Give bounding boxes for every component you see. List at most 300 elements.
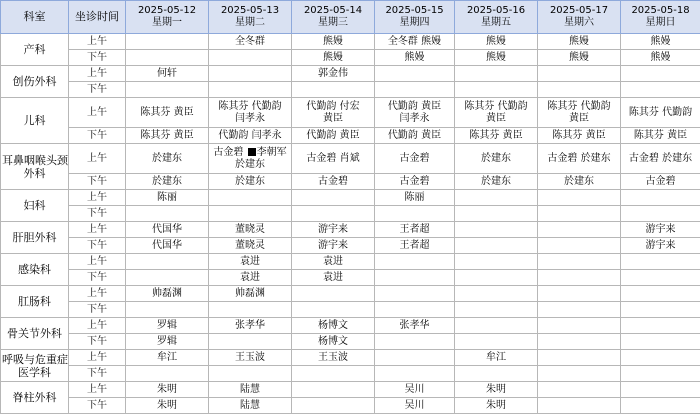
department-name: 骨关节外科 [2, 327, 67, 340]
doctor-names: 熊嫚 [622, 36, 699, 48]
doctor-cell [538, 270, 621, 286]
doctor-names: 游宇来 [622, 224, 699, 236]
table-row [1, 206, 700, 222]
period-cell: 下午 [69, 128, 126, 144]
doctor-cell [209, 222, 292, 238]
doctor-cell [209, 206, 292, 222]
doctor-names: 古金碧 於建东 [622, 153, 699, 165]
doctor-cell [375, 82, 455, 98]
doctor-names: 游宇来 [622, 240, 699, 252]
doctor-cell [538, 144, 621, 174]
doctor-names: 於建东 [539, 176, 619, 188]
doctor-cell [538, 66, 621, 82]
doctor-cell [209, 366, 292, 382]
doctor-cell [292, 66, 375, 82]
doctor-cell [455, 302, 538, 318]
doctor-cell [621, 366, 700, 382]
doctor-cell [375, 206, 455, 222]
table-row [1, 174, 700, 190]
doctor-cell [375, 98, 455, 128]
day-date: 2025-05-17 [539, 5, 619, 17]
header-row [1, 1, 700, 34]
table-row [1, 50, 700, 66]
doctor-cell [621, 318, 700, 334]
doctor-names: 熊嫚 [456, 52, 536, 64]
doctor-names: 古金碧 [376, 153, 453, 165]
table-row [1, 382, 700, 398]
day-column-header [455, 1, 538, 34]
period-cell: 下午 [69, 366, 126, 382]
doctor-names: 熊嫚 [293, 52, 373, 64]
doctor-cell [209, 270, 292, 286]
doctor-cell [375, 382, 455, 398]
period-cell: 下午 [69, 270, 126, 286]
day-weekday: 星期四 [376, 17, 453, 29]
doctor-names: 张孝华 [376, 320, 453, 332]
doctor-names: 董晓灵 [210, 240, 290, 252]
doctor-names: 全冬群 [210, 36, 290, 48]
doctor-cell [455, 128, 538, 144]
doctor-cell [126, 66, 209, 82]
day-date: 2025-05-15 [376, 5, 453, 17]
doctor-names: 陈其芬 黄臣 [127, 130, 207, 142]
doctor-names: 牟江 [127, 352, 207, 364]
doctor-cell [292, 350, 375, 366]
doctor-cell [538, 318, 621, 334]
department-name: 肛肠科 [2, 295, 67, 308]
day-date: 2025-05-12 [127, 5, 207, 17]
doctor-names: 陈其芬 黄臣 [622, 130, 699, 142]
table-row [1, 302, 700, 318]
day-column-header [209, 1, 292, 34]
doctor-names: 袁进 [293, 256, 373, 268]
doctor-names: 於建东 [456, 176, 536, 188]
department-cell [1, 190, 69, 222]
doctor-cell [455, 366, 538, 382]
department-name: 脊柱外科 [2, 391, 67, 404]
department-cell [1, 144, 69, 190]
day-column-header [292, 1, 375, 34]
doctor-cell [538, 98, 621, 128]
doctor-cell [209, 302, 292, 318]
schedule-header [1, 1, 700, 34]
day-weekday: 星期六 [539, 17, 619, 29]
doctor-names: 陈其芬 代勤韵 [210, 101, 290, 113]
doctor-cell [126, 34, 209, 50]
table-row [1, 144, 700, 174]
department-name: 外科 [2, 167, 67, 180]
period-cell: 上午 [69, 350, 126, 366]
doctor-names: 帅磊渊 [127, 288, 207, 300]
department-name: 医学科 [2, 366, 67, 379]
doctor-cell [538, 334, 621, 350]
doctor-names: 陈丽 [127, 192, 207, 204]
doctor-cell [209, 190, 292, 206]
doctor-names: 袁进 [293, 272, 373, 284]
doctor-cell [621, 174, 700, 190]
doctor-cell [375, 270, 455, 286]
doctor-cell [621, 238, 700, 254]
doctor-names: 袁进 [210, 256, 290, 268]
doctor-cell [375, 66, 455, 82]
doctor-cell [621, 222, 700, 238]
doctor-cell [455, 286, 538, 302]
doctor-cell [292, 382, 375, 398]
doctor-cell [126, 382, 209, 398]
doctor-cell [126, 144, 209, 174]
doctor-names: 代国华 [127, 240, 207, 252]
doctor-names: 袁进 [210, 272, 290, 284]
doctor-names: 陈丽 [376, 192, 453, 204]
doctor-cell [292, 238, 375, 254]
doctor-cell [455, 190, 538, 206]
doctor-cell [292, 98, 375, 128]
doctor-names: 於建东 [210, 159, 290, 171]
department-cell [1, 382, 69, 414]
doctor-cell [375, 254, 455, 270]
doctor-cell [209, 382, 292, 398]
doctor-names: 古金碧 李朝军 [210, 147, 290, 159]
day-weekday: 星期三 [293, 17, 373, 29]
doctor-cell [292, 190, 375, 206]
doctor-cell [455, 238, 538, 254]
table-row [1, 128, 700, 144]
doctor-cell [455, 144, 538, 174]
department-cell [1, 34, 69, 66]
schedule-body [1, 34, 700, 414]
table-row [1, 190, 700, 206]
doctor-cell [292, 222, 375, 238]
period-cell: 上午 [69, 382, 126, 398]
doctor-cell [292, 398, 375, 414]
department-cell [1, 318, 69, 350]
doctor-cell [292, 366, 375, 382]
doctor-cell [292, 144, 375, 174]
period-cell: 上午 [69, 144, 126, 174]
period-cell: 下午 [69, 334, 126, 350]
day-date: 2025-05-14 [293, 5, 373, 17]
doctor-names: 郭金伟 [293, 68, 373, 80]
doctor-cell [375, 398, 455, 414]
department-cell [1, 350, 69, 382]
doctor-names: 王玉波 [210, 352, 290, 364]
doctor-names: 於建东 [210, 176, 290, 188]
doctor-cell [621, 206, 700, 222]
doctor-cell [455, 82, 538, 98]
doctor-cell [126, 334, 209, 350]
doctor-cell [375, 174, 455, 190]
period-cell: 上午 [69, 66, 126, 82]
doctor-cell [621, 350, 700, 366]
doctor-cell [209, 238, 292, 254]
department-name: 耳鼻咽喉头颈 [2, 154, 67, 167]
doctor-cell [538, 398, 621, 414]
doctor-cell [455, 318, 538, 334]
doctor-names: 黄臣 [456, 113, 536, 125]
period-cell: 上午 [69, 34, 126, 50]
table-row [1, 82, 700, 98]
doctor-names: 黄臣 [539, 113, 619, 125]
department-cell [1, 222, 69, 254]
doctor-cell [292, 318, 375, 334]
doctor-cell [455, 398, 538, 414]
department-name: 肝胆外科 [2, 231, 67, 244]
doctor-names: 陆慧 [210, 384, 290, 396]
doctor-cell [621, 50, 700, 66]
doctor-names: 朱明 [127, 384, 207, 396]
day-weekday: 星期五 [456, 17, 536, 29]
doctor-cell [292, 128, 375, 144]
doctor-cell [292, 270, 375, 286]
doctor-names: 代勤韵 黄臣 [376, 130, 453, 142]
doctor-cell [621, 270, 700, 286]
doctor-names: 董晓灵 [210, 224, 290, 236]
doctor-cell [126, 350, 209, 366]
doctor-cell [126, 270, 209, 286]
doctor-cell [126, 366, 209, 382]
doctor-cell [375, 286, 455, 302]
day-column-header [126, 1, 209, 34]
doctor-cell [126, 286, 209, 302]
doctor-cell [538, 382, 621, 398]
doctor-names: 朱明 [127, 400, 207, 412]
doctor-names: 张孝华 [210, 320, 290, 332]
period-cell: 上午 [69, 190, 126, 206]
doctor-names: 全冬群 熊嫚 [376, 36, 453, 48]
doctor-cell [375, 190, 455, 206]
department-name: 产科 [2, 43, 67, 56]
period-cell: 下午 [69, 206, 126, 222]
doctor-names: 游宇来 [293, 224, 373, 236]
doctor-names: 於建东 [127, 176, 207, 188]
doctor-cell [375, 350, 455, 366]
table-row [1, 350, 700, 366]
doctor-names: 杨博文 [293, 336, 373, 348]
table-row [1, 66, 700, 82]
doctor-cell [126, 254, 209, 270]
doctor-names: 熊嫚 [376, 52, 453, 64]
doctor-cell [538, 34, 621, 50]
doctor-cell [621, 144, 700, 174]
doctor-cell [375, 334, 455, 350]
doctor-names: 於建东 [127, 153, 207, 165]
dept-column-header: 科室 [1, 1, 69, 34]
doctor-cell [538, 128, 621, 144]
doctor-cell [126, 82, 209, 98]
period-cell: 下午 [69, 50, 126, 66]
doctor-cell [455, 222, 538, 238]
department-name: 感染科 [2, 263, 67, 276]
period-cell: 下午 [69, 238, 126, 254]
doctor-cell [292, 286, 375, 302]
day-weekday: 星期一 [127, 17, 207, 29]
doctor-cell [621, 302, 700, 318]
doctor-names: 罗辑 [127, 336, 207, 348]
doctor-names: 熊嫚 [456, 36, 536, 48]
department-cell [1, 98, 69, 144]
doctor-cell [292, 254, 375, 270]
doctor-names: 吴川 [376, 400, 453, 412]
doctor-cell [209, 50, 292, 66]
doctor-names: 闫孝永 [210, 113, 290, 125]
department-name: 创伤外科 [2, 75, 67, 88]
doctor-cell [455, 382, 538, 398]
doctor-cell [455, 66, 538, 82]
doctor-cell [292, 34, 375, 50]
doctor-cell [455, 174, 538, 190]
doctor-names: 王者超 [376, 224, 453, 236]
doctor-cell [455, 334, 538, 350]
doctor-names: 古金碧 [293, 176, 373, 188]
doctor-cell [455, 206, 538, 222]
doctor-names: 古金碧 肖斌 [293, 153, 373, 165]
doctor-names: 陈其芬 黄臣 [127, 107, 207, 119]
department-cell [1, 286, 69, 318]
doctor-names: 熊嫚 [293, 36, 373, 48]
doctor-cell [375, 128, 455, 144]
table-row [1, 366, 700, 382]
doctor-names: 陈其芬 代勤韵 [456, 101, 536, 113]
doctor-cell [538, 82, 621, 98]
doctor-names: 代勤韵 付宏 [293, 101, 373, 113]
doctor-names: 帅磊渊 [210, 288, 290, 300]
doctor-names: 闫孝永 [376, 113, 453, 125]
doctor-cell [455, 34, 538, 50]
doctor-cell [209, 98, 292, 128]
doctor-names: 罗辑 [127, 320, 207, 332]
doctor-names: 陈其芬 黄臣 [456, 130, 536, 142]
day-date: 2025-05-18 [622, 5, 699, 17]
doctor-cell [621, 398, 700, 414]
doctor-cell [209, 174, 292, 190]
table-row [1, 270, 700, 286]
doctor-cell [538, 302, 621, 318]
doctor-cell [209, 350, 292, 366]
doctor-cell [455, 270, 538, 286]
doctor-cell [538, 206, 621, 222]
doctor-cell [538, 286, 621, 302]
doctor-cell [209, 66, 292, 82]
table-row [1, 286, 700, 302]
doctor-names: 熊嫚 [539, 36, 619, 48]
doctor-names: 代勤韵 闫孝永 [210, 130, 290, 142]
doctor-cell [209, 34, 292, 50]
doctor-cell [375, 50, 455, 66]
doctor-cell [621, 286, 700, 302]
doctor-cell [538, 50, 621, 66]
doctor-cell [126, 302, 209, 318]
doctor-names: 陆慧 [210, 400, 290, 412]
doctor-cell [209, 144, 292, 174]
doctor-cell [455, 98, 538, 128]
doctor-cell [126, 398, 209, 414]
doctor-cell [126, 222, 209, 238]
doctor-cell [375, 366, 455, 382]
doctor-names: 代勤韵 黄臣 [293, 130, 373, 142]
doctor-cell [292, 174, 375, 190]
doctor-names: 黄臣 [293, 113, 373, 125]
doctor-cell [209, 318, 292, 334]
table-row [1, 34, 700, 50]
doctor-cell [292, 302, 375, 318]
period-cell: 上午 [69, 254, 126, 270]
day-column-header [375, 1, 455, 34]
doctor-cell [209, 254, 292, 270]
doctor-cell [209, 128, 292, 144]
doctor-names: 牟江 [456, 352, 536, 364]
period-cell: 上午 [69, 286, 126, 302]
doctor-cell [455, 254, 538, 270]
doctor-cell [292, 50, 375, 66]
doctor-cell [538, 366, 621, 382]
day-column-header [538, 1, 621, 34]
day-column-header [621, 1, 700, 34]
doctor-cell [126, 318, 209, 334]
day-date: 2025-05-16 [456, 5, 536, 17]
table-row [1, 238, 700, 254]
day-date: 2025-05-13 [210, 5, 290, 17]
doctor-cell [455, 350, 538, 366]
doctor-cell [292, 334, 375, 350]
doctor-cell [209, 398, 292, 414]
doctor-cell [538, 174, 621, 190]
doctor-cell [126, 206, 209, 222]
doctor-cell [209, 286, 292, 302]
doctor-cell [126, 174, 209, 190]
doctor-names: 朱明 [456, 400, 536, 412]
doctor-cell [126, 190, 209, 206]
doctor-cell [621, 190, 700, 206]
doctor-names: 吴川 [376, 384, 453, 396]
department-name: 儿科 [2, 114, 67, 127]
doctor-cell [375, 144, 455, 174]
doctor-names: 代勤韵 黄臣 [376, 101, 453, 113]
department-name: 妇科 [2, 199, 67, 212]
period-column-header: 坐诊时间 [69, 1, 126, 34]
period-cell: 下午 [69, 82, 126, 98]
department-name: 呼吸与危重症 [2, 353, 67, 366]
period-cell: 上午 [69, 98, 126, 128]
doctor-names: 古金碧 [622, 176, 699, 188]
doctor-cell [375, 302, 455, 318]
period-cell: 上午 [69, 318, 126, 334]
period-cell: 下午 [69, 174, 126, 190]
doctor-cell [538, 350, 621, 366]
doctor-cell [538, 190, 621, 206]
doctor-cell [538, 222, 621, 238]
doctor-names: 杨博文 [293, 320, 373, 332]
doctor-cell [209, 334, 292, 350]
doctor-cell [375, 238, 455, 254]
table-row [1, 222, 700, 238]
doctor-names: 古金碧 [376, 176, 453, 188]
period-cell: 下午 [69, 398, 126, 414]
period-cell: 上午 [69, 222, 126, 238]
doctor-cell [621, 82, 700, 98]
doctor-names: 朱明 [456, 384, 536, 396]
period-cell: 下午 [69, 302, 126, 318]
department-cell [1, 66, 69, 98]
doctor-cell [126, 98, 209, 128]
doctor-cell [126, 238, 209, 254]
table-row [1, 334, 700, 350]
table-row [1, 254, 700, 270]
doctor-cell [126, 128, 209, 144]
doctor-cell [375, 222, 455, 238]
doctor-names: 於建东 [456, 153, 536, 165]
doctor-names: 王者超 [376, 240, 453, 252]
doctor-names: 游宇来 [293, 240, 373, 252]
